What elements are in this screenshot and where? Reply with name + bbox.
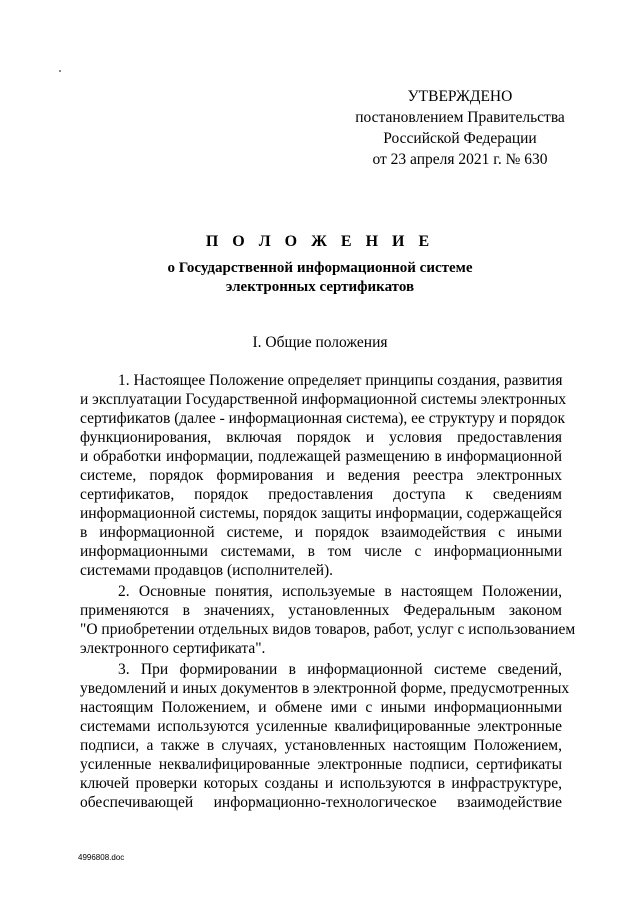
paragraph-1-line: и обработки информации, подлежащей размещению в информационной bbox=[80, 448, 562, 465]
paragraph-2-line: электронного сертификата". bbox=[80, 640, 266, 657]
paragraph-1-line: сертификатов (далее - информационная система), ее структуру и порядок bbox=[80, 410, 566, 427]
document-title: П О Л О Ж Е Н И Е bbox=[205, 233, 435, 250]
paragraph-2-line: 2. Основные понятия, используемые в настоящем Положении, bbox=[118, 583, 562, 600]
paragraph-1-line: системами продавцов (исполнителей). bbox=[80, 562, 334, 579]
paragraph-1-line: 1. Настоящее Положение определяет принципы создания, развития bbox=[118, 372, 563, 389]
subtitle-line-1: о Государственной информационной системе bbox=[167, 260, 473, 276]
approval-line-2: постановлением Правительства bbox=[355, 109, 565, 126]
paragraph-1-line: в информационной системе, и порядок взаимодействия с иными bbox=[80, 524, 562, 541]
section-heading: I. Общие положения bbox=[252, 334, 388, 351]
paragraph-3-line: системами используются усиленные квалифицированные электронные bbox=[80, 718, 562, 735]
approval-line-1: УТВЕРЖДЕНО bbox=[407, 88, 513, 105]
approval-line-3: Российской Федерации bbox=[383, 130, 537, 147]
paragraph-3-line: усиленные неквалифицированные электронные подписи, сертификаты bbox=[80, 756, 562, 773]
paragraph-3-line: подписи, а также в случаях, установленных настоящим Положением, bbox=[80, 737, 562, 754]
paragraph-3-line: уведомлений и иных документов в электронной форме, предусмотренных bbox=[80, 680, 570, 697]
paragraph-2-line: "О приобретении отдельных видов товаров, работ, услуг с использованием bbox=[80, 621, 576, 638]
scan-speck bbox=[59, 70, 61, 72]
paragraph-3-line: 3. При формировании в информационной системе сведений, bbox=[118, 661, 562, 678]
approval-stamp bbox=[340, 86, 580, 170]
paragraph-1-line: функционирования, включая порядок и условия предоставления bbox=[80, 429, 562, 446]
paragraph-1-line: информационной системы, порядок защиты информации, содержащейся bbox=[80, 505, 562, 522]
paragraph-1-line: сертификатов, порядок предоставления доступа к сведениям bbox=[80, 486, 562, 503]
paragraph-1-line: информационными системами, в том числе с информационными bbox=[80, 543, 562, 560]
paragraph-2-line: применяются в значениях, установленных Федеральным законом bbox=[80, 602, 562, 619]
paragraph-3-line: обеспечивающей информационно-технологическое взаимодействие bbox=[80, 794, 562, 811]
paragraph-1-line: и эксплуатации Государственной информационной системы электронных bbox=[80, 391, 567, 408]
paragraph-3-line: настоящим Положением, и обмене ими с иными информационными bbox=[80, 699, 562, 716]
approval-line-4: от 23 апреля 2021 г. № 630 bbox=[372, 151, 548, 168]
footer-file-name: 4996808.doc bbox=[78, 853, 125, 862]
document-subtitle bbox=[0, 259, 640, 297]
paragraph-3-line: ключей проверки которых созданы и используются в инфраструктуре, bbox=[80, 775, 562, 792]
subtitle-line-2: электронных сертификатов bbox=[225, 279, 415, 295]
paragraph-1-line: системе, порядок формирования и ведения реестра электронных bbox=[80, 467, 562, 484]
